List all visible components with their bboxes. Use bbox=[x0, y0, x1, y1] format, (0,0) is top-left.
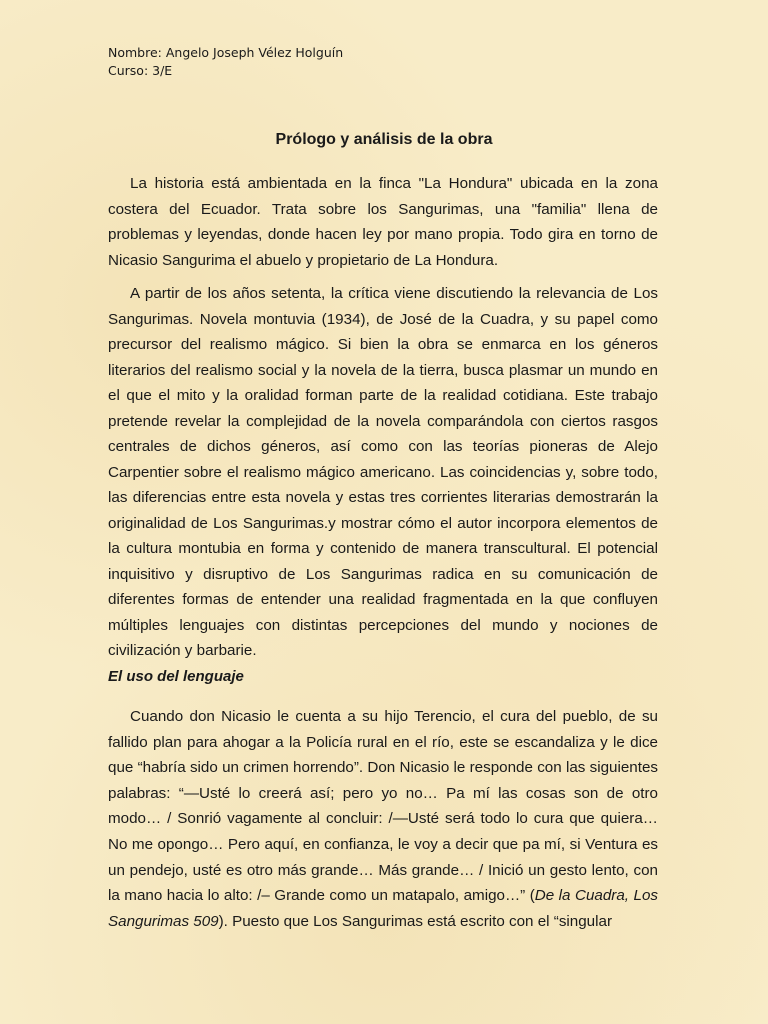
student-course: Curso: 3/E bbox=[108, 63, 173, 78]
paragraph-3-end: ). Puesto que Los Sangurimas está escrito con el “singular bbox=[218, 912, 613, 930]
paragraph-3-text bbox=[108, 704, 658, 934]
paragraph-language bbox=[108, 704, 658, 934]
paragraph-1-text: La historia está ambientada en la finca "La Hondura" ubicada en la zona costera del Ecuador. Trata sobre los Sangurimas, una "familia" llena de problemas y leyendas, donde hacen ley por mano propia. Todo gira en torno de Nicasio Sangurima el abuelo y propietario de La Hondura. bbox=[108, 175, 658, 269]
section-subheading: El uso del lenguaje bbox=[108, 668, 244, 685]
paragraph-analysis bbox=[108, 281, 658, 664]
paragraph-intro bbox=[108, 171, 658, 273]
paragraph-2-text: A partir de los años setenta, la crítica viene discutiendo la relevancia de Los Sangurimas. Novela montuvia (1934), de José de la Cuadra, y su papel como precursor del realismo mágico. Si bien la obra se enmarca en los géneros literarios del realismo social y la novela de la tierra, busca plasmar un mundo en el que el mito y la oralidad forman parte de la realidad cotidiana. Este trabajo pretende revelar la complejidad de la novela comparándola con ciertos rasgos centrales de dichos géneros, así como con las teorías pioneras de Alejo Carpentier sobre el realismo mágico americano. Las coincidencias y, sobre todo, las diferencias entre esta novela y estas tres corrientes literarias demostrarán la originalidad de Los Sangurimas.y mostrar cómo el autor incorpora elementos de la cultura montubia en forma y contenido de manera transcultural. El potencial inquisitivo y disruptivo de Los Sangurimas radica en su comunicación de diferentes formas de entender una realidad fragmentada en la que confluyen múltiples lenguajes con distintas percepciones del mundo y nociones de civilización y barbarie. bbox=[108, 285, 658, 659]
paragraph-3-citation: De la Cuadra, Los Sangurimas 509 bbox=[108, 887, 658, 930]
paragraph-3-start: Cuando don Nicasio le cuenta a su hijo Terencio, el cura del pueblo, de su fallido plan para ahogar a la Policía rural en el río, este se escandaliza y le dice que “habría sido un crimen horrendo”. Don Nicasio le responde con las siguientes palabras: “—Usté lo creerá así; pero yo no… Pa mí las cosas son de otro modo… / Sonrió vagamente al concluir: /—Usté será todo lo cura que quiera… No me opongo… Pero aquí, en confianza, le voy a decir que pa mí, si Ventura es un pendejo, usté es otro más grande… Más grande… / Inició un gesto lento, con la mano hacia lo alto: /– Grande como un matapalo, amigo…” ( bbox=[108, 708, 658, 905]
document-title: Prólogo y análisis de la obra bbox=[275, 131, 493, 148]
student-name: Nombre: Angelo Joseph Vélez Holguín bbox=[108, 45, 344, 60]
student-header bbox=[108, 44, 343, 80]
